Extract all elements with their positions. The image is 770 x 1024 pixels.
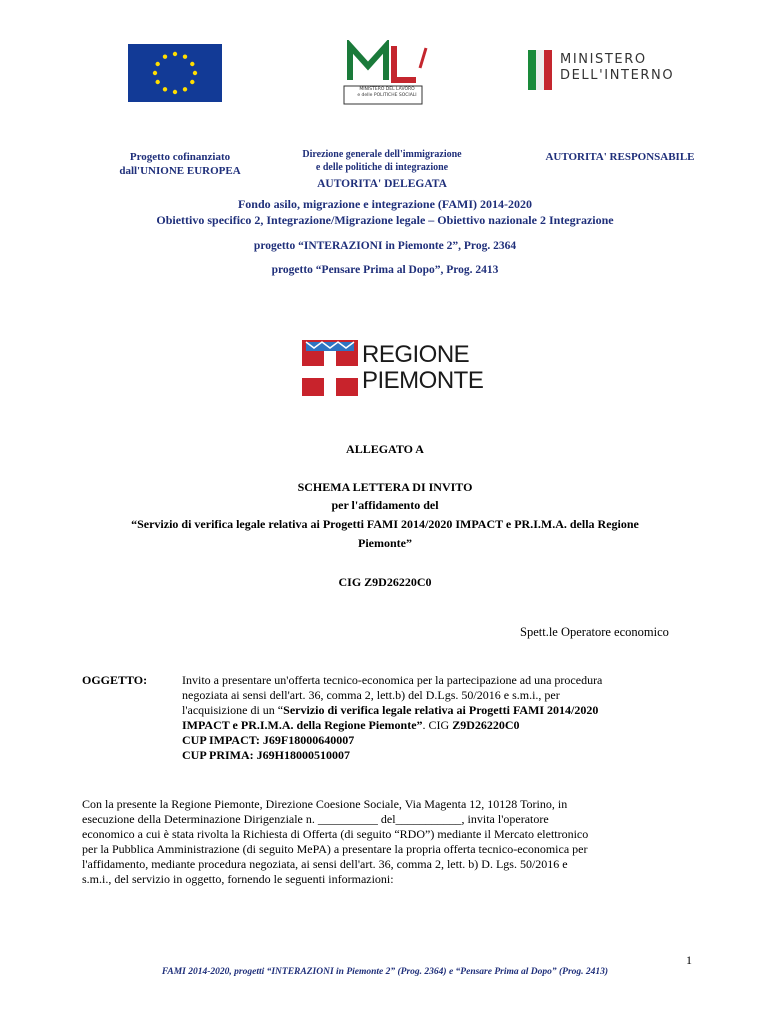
regione-line2: PIEMONTE	[362, 367, 484, 394]
ministero-lavoro-logo	[332, 40, 432, 106]
regione-line1: REGIONE	[362, 341, 470, 368]
page-footer: FAMI 2014-2020, progetti “INTERAZIONI in Piemonte 2” (Prog. 2364) e “Pensare Prima al Dopo” (Prog. 2413)	[161, 967, 609, 977]
oggetto-line3-bold: Servizio di verifica legale relativa ai Progetti FAMI 2014/2020	[283, 703, 599, 717]
schema-title: SCHEMA LETTERA DI INVITO	[297, 480, 473, 494]
ministero-line1: MINISTERO	[560, 52, 647, 67]
servizio-line2: Piemonte”	[358, 536, 412, 550]
fund-line2: Obiettivo specifico 2, Integrazione/Migrazione legale – Obiettivo nazionale 2 Integrazione	[156, 213, 614, 227]
body-line6: s.m.i., del servizio in oggetto, fornendo le seguenti informazioni:	[82, 872, 394, 886]
header-center-line1: Direzione generale dell'immigrazione	[302, 149, 462, 160]
servizio-line1: “Servizio di verifica legale relativa ai Progetti FAMI 2014/2020 IMPACT e PR.I.M.A. della Regione	[131, 517, 639, 531]
header-center-line3: AUTORITA' DELEGATA	[317, 178, 447, 190]
body-line4: per la Pubblica Amministrazione (di seguito MePA) a presentare la propria offerta tecnico-economica per	[82, 842, 588, 856]
ml-caption-line1: MINISTERO DEL LAVORO	[359, 87, 415, 92]
oggetto-label: OGGETTO:	[82, 673, 148, 687]
project-2: progetto “Pensare Prima al Dopo”, Prog. 2413	[271, 264, 499, 276]
oggetto-line4	[182, 718, 692, 733]
header-left	[80, 150, 280, 178]
fund-block	[0, 196, 770, 228]
cup-prima: CUP PRIMA: J69H18000510007	[182, 748, 350, 762]
oggetto-line3	[182, 703, 692, 718]
project-1: progetto “INTERAZIONI in Piemonte 2”, Prog. 2364	[253, 240, 517, 252]
header-center	[282, 148, 482, 191]
oggetto-line2: negoziata ai sensi dell'art. 36, comma 2, lett.b) del D.Lgs. 50/2016 e s.m.i., per	[182, 688, 560, 702]
ministero-line2: DELL'INTERNO	[560, 68, 675, 83]
regione-piemonte-logo	[302, 340, 484, 396]
fund-line1: Fondo asilo, migrazione e integrazione (FAMI) 2014-2020	[237, 197, 533, 211]
oggetto-line1: Invito a presentare un'offerta tecnico-economica per la partecipazione ad una procedura	[182, 673, 603, 687]
header-right: AUTORITA' RESPONSABILE	[545, 151, 695, 163]
body-line5: l'affidamento, mediante procedura negoziata, ai sensi dell'art. 36, comma 2, lett. b) D. Lgs. 50/2016 e	[82, 857, 568, 871]
body-line2: esecuzione della Determinazione Dirigenziale n. __________ del___________, invita l'operatore	[82, 812, 549, 826]
header-left-line1: Progetto cofinanziato	[129, 151, 231, 163]
header-left-line2: dall'UNIONE EUROPEA	[119, 165, 241, 177]
oggetto-line4-cig: Z9D26220C0	[452, 718, 520, 732]
per-affidamento: per l'affidamento del	[331, 498, 439, 512]
cup-impact: CUP IMPACT: J69F18000640007	[182, 733, 355, 747]
body-line3: economico a cui è stata rivolta la Richiesta di Offerta (di seguito “RDO”) mediante il Mercato elettronico	[82, 827, 589, 841]
page-number: 1	[686, 953, 692, 967]
body-paragraph	[82, 797, 694, 887]
eu-flag-icon	[128, 44, 222, 102]
oggetto-line3-pre: l'acquisizione di un “	[182, 703, 284, 717]
oggetto-line4-bold: IMPACT e PR.I.M.A. della Regione Piemonte”	[182, 718, 423, 732]
allegato-title: ALLEGATO A	[346, 442, 424, 456]
body-line1: Con la presente la Regione Piemonte, Direzione Coesione Sociale, Via Magenta 12, 10128 Torino, in	[82, 797, 568, 811]
ml-caption-line2: e delle POLITICHE SOCIALI	[357, 93, 417, 98]
addressee: Spett.le Operatore economico	[520, 625, 669, 639]
oggetto-line4-mid: . CIG	[422, 718, 453, 732]
cig-title: CIG Z9D26220C0	[338, 575, 432, 589]
oggetto-text	[182, 673, 692, 763]
header-center-line2: e delle politiche di integrazione	[315, 162, 449, 173]
